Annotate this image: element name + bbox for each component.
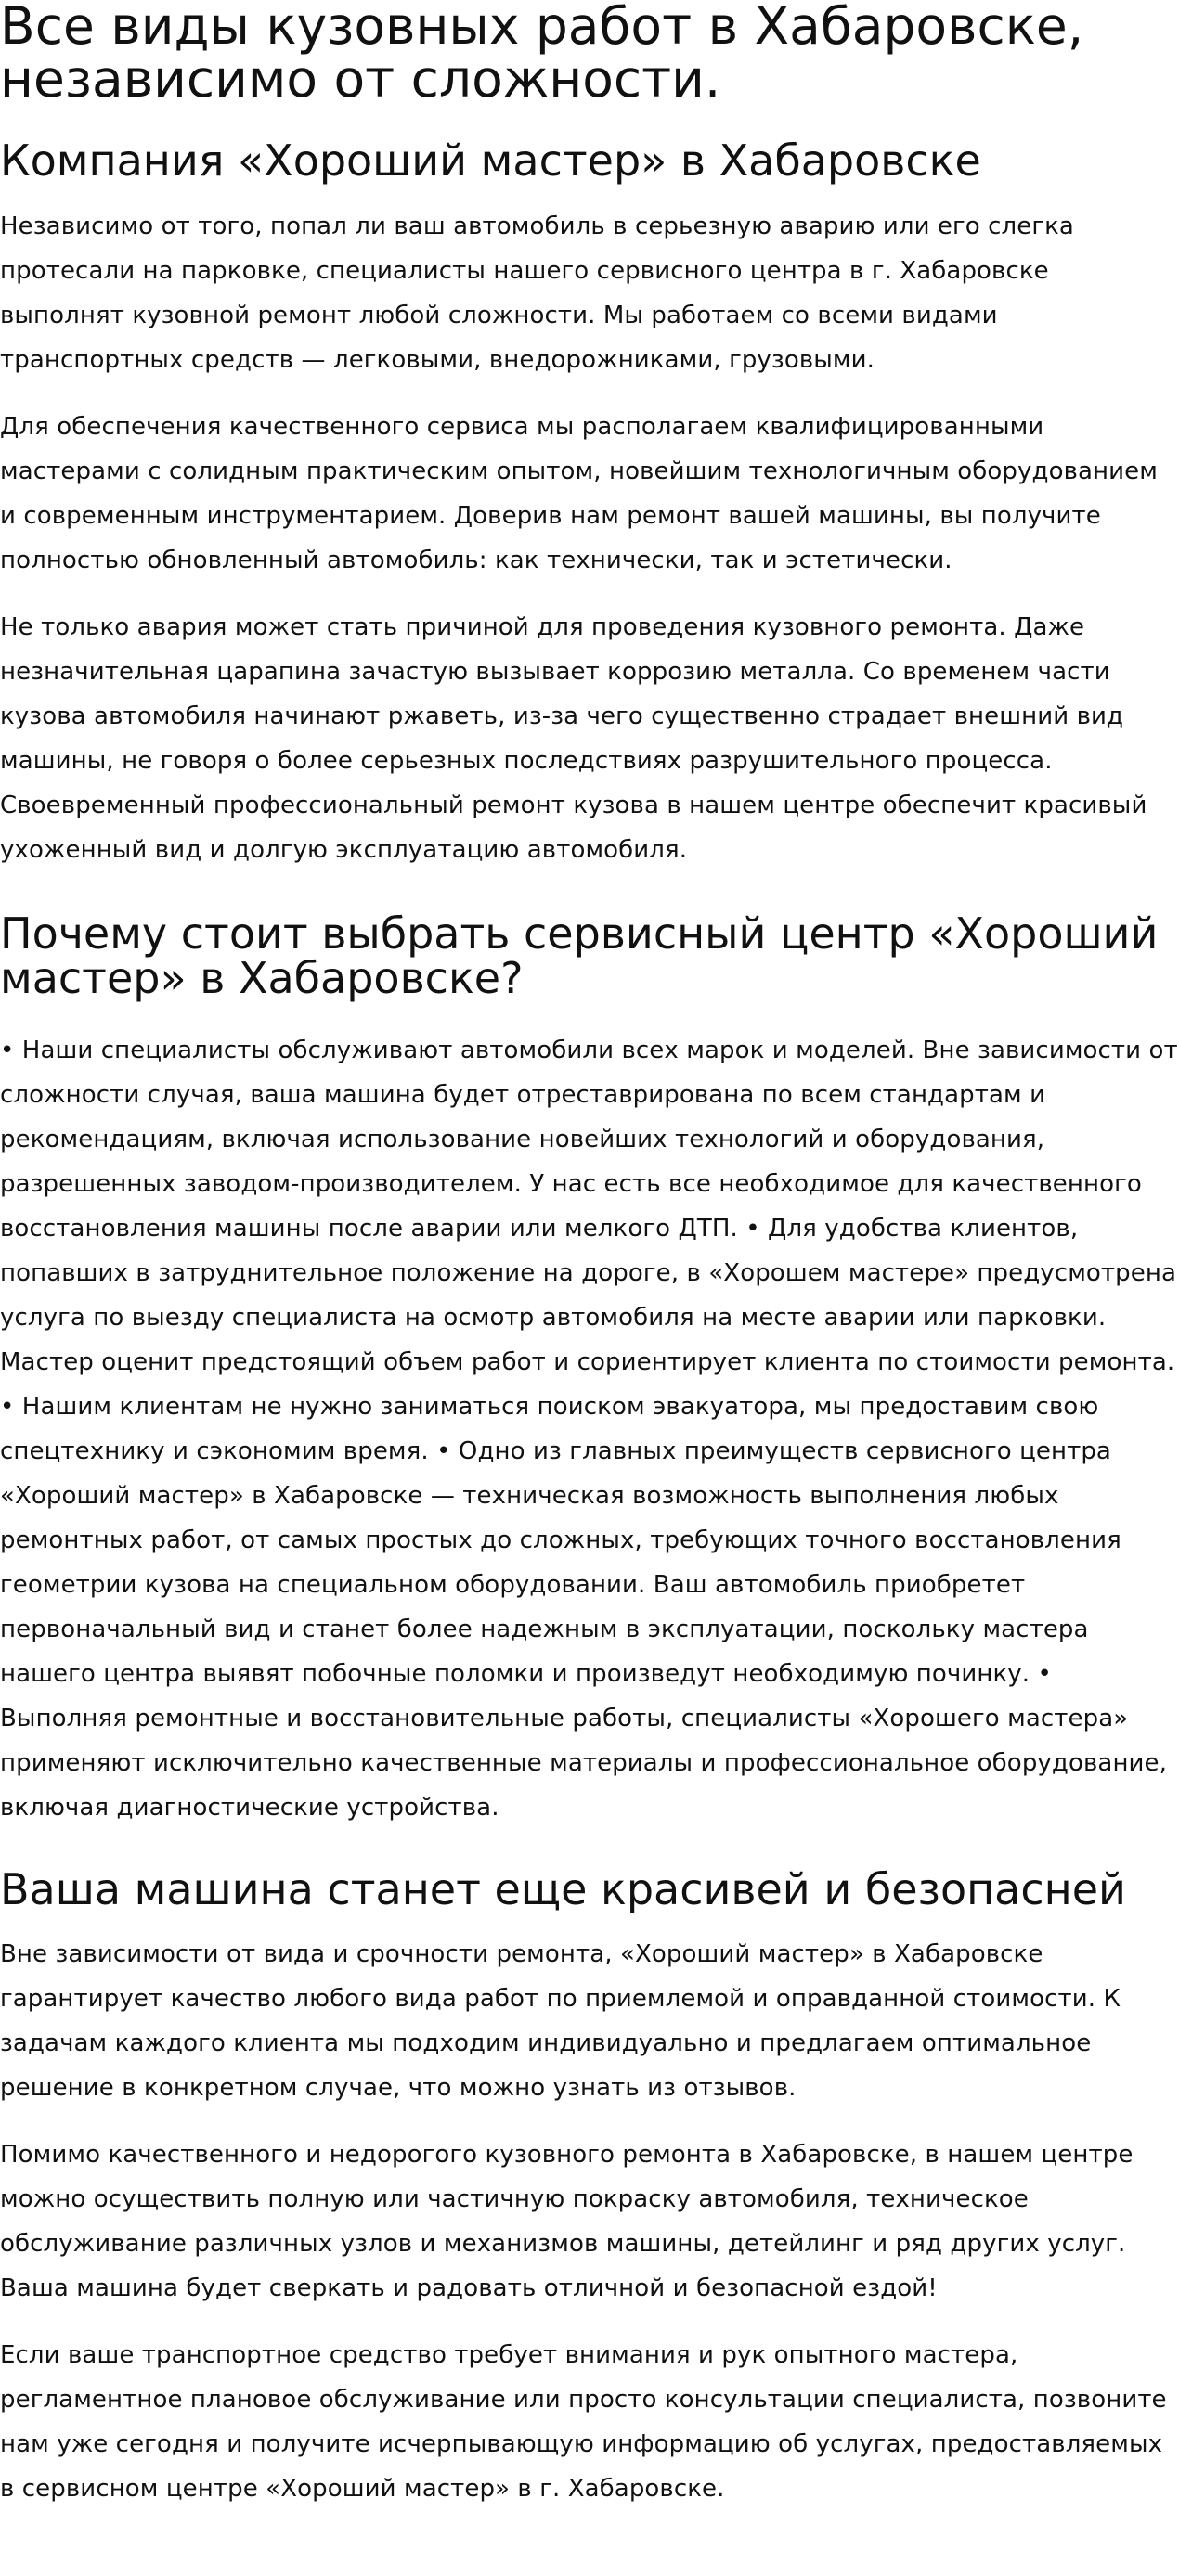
- company-paragraph-1: Независимо от того, попал ли ваш автомобиль в серьезную аварию или его слегка протесали на парковке, специалисты нашего сервисного центра в г. Хабаровске выполнят кузовной ремонт любой сложности. Мы работаем со всеми видами транспортных средств — легковыми, внедорожниками, грузовыми.: [0, 213, 1074, 374]
- beauty-paragraph-2: Помимо качественного и недорогого кузовного ремонта в Хабаровске, в нашем центре можно осуществить полную или частичную покраску автомобиля, техническое обслуживание различных узлов и механизмов машины, детейлинг и ряд других услуг. Ваша машина будет сверкать и радовать отличной и безопасной ездой!: [0, 2141, 1134, 2302]
- page-title: Все виды кузовных работ в Хабаровске, независимо от сложности.: [0, 0, 1084, 109]
- company-paragraph-3: Не только авария может стать причиной для проведения кузовного ремонта. Даже незначительная царапина зачастую вызывает коррозию металла. Со временем части кузова автомобиля начинают ржаветь, из-за чего существенно страдает внешний вид машины, не говоря о более серьезных последствиях разрушительного процесса. Своевременный профессиональный ремонт кузова в нашем центре обеспечит красивый ухоженный вид и долгую эксплуатацию автомобиля.: [0, 613, 1147, 864]
- beauty-heading: Ваша машина станет еще красивей и безопасней: [0, 1864, 1126, 1914]
- company-paragraph-2: Для обеспечения качественного сервиса мы располагаем квалифицированными мастерами с солидным практическим опытом, новейшим технологичным оборудованием и современным инструментарием. Доверив нам ремонт вашей машины, вы получите полностью обновленный автомобиль: как технически, так и эстетически.: [0, 413, 1158, 574]
- why-paragraph: • Наши специалисты обслуживают автомобили всех марок и моделей. Вне зависимости от сложности случая, ваша машина будет отреставрирована по всем стандартам и рекомендациям, включая использование новейших технологий и оборудования, разрешенных заводом-производителем. У нас есть все необходимое для качественного восстановления машины после аварии или мелкого ДТП. • Для удобства клиентов, попавших в затруднительное положение на дороге, в «Хорошем мастере» предусмотрена услуга по выезду специалиста на осмотр автомобиля на месте аварии или парковки. Мастер оценит предстоящий объем работ и сориентирует клиента по стоимости ремонта. • Нашим клиентам не нужно заниматься поиском эвакуатора, мы предоставим свою спецтехнику и сэкономим время. • Одно из главных преимуществ сервисного центра «Хороший мастер» в Хабаровске — техническая возможность выполнения любых ремонтных работ, от самых простых до сложных, требующих точного восстановления геометрии кузова на специальном оборудовании. Ваш автомобиль приобретет первоначальный вид и станет более надежным в эксплуатации, поскольку мастера нашего центра выявят побочные поломки и произведут необходимую починку. • Выполняя ремонтные и восстановительные работы, специалисты «Хорошего мастера» применяют исключительно качественные материалы и профессиональное оборудование, включая диагностические устройства.: [0, 1037, 1178, 1822]
- beauty-paragraph-1: Вне зависимости от вида и срочности ремонта, «Хороший мастер» в Хабаровске гарантирует качество любого вида работ по приемлемой и оправданной стоимости. К задачам каждого клиента мы подходим индивидуально и предлагаем оптимальное решение в конкретном случае, что можно узнать из отзывов.: [0, 1940, 1121, 2102]
- company-heading: Компания «Хороший мастер» в Хабаровске: [0, 135, 981, 186]
- why-heading: Почему стоит выбрать сервисный центр «Хороший мастер» в Хабаровске?: [0, 908, 1159, 1003]
- beauty-paragraph-3: Если ваше транспортное средство требует внимания и рук опытного мастера, регламентное плановое обслуживание или просто консультации специалиста, позвоните нам уже сегодня и получите исчерпывающую информацию об услугах, предоставляемых в сервисном центре «Хороший мастер» в г. Хабаровске.: [0, 2341, 1167, 2503]
